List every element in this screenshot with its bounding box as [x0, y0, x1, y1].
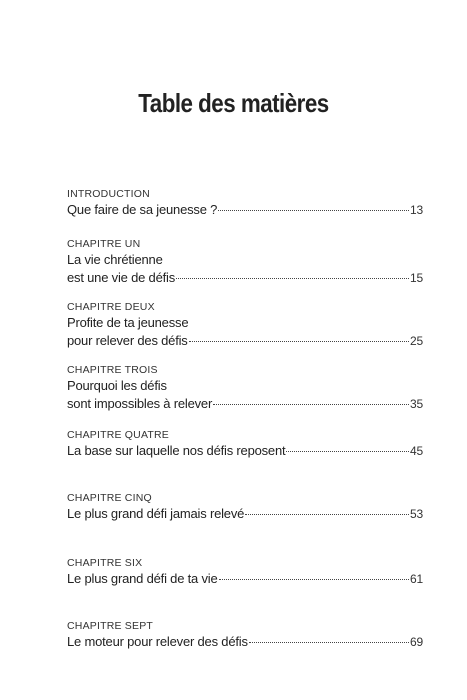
entry-title: La base sur laquelle nos défis reposent [67, 443, 286, 458]
entry-title: Le plus grand défi de ta vie [67, 571, 218, 586]
section-label: CHAPITRE UN [67, 238, 141, 250]
toc-entry-chapitre-cinq[interactable] [67, 491, 423, 556]
entry-title: Le plus grand défi jamais relevé [67, 506, 245, 521]
entry-title: pour relever des défis [67, 333, 188, 348]
dot-leader [219, 579, 410, 580]
entry-title-line [67, 201, 423, 219]
section-label: CHAPITRE TROIS [67, 364, 158, 376]
page-number: 35 [410, 397, 423, 411]
entry-title: Profite de ta jeunesse [67, 315, 189, 330]
toc-entry-introduction[interactable] [67, 187, 423, 237]
toc-entry-chapitre-quatre[interactable] [67, 428, 423, 491]
toc-entry-chapitre-six[interactable] [67, 556, 423, 619]
section-label: INTRODUCTION [67, 188, 150, 200]
section-label: CHAPITRE CINQ [67, 492, 152, 504]
page-number: 53 [410, 507, 423, 521]
dot-leader [218, 210, 409, 211]
entry-title-line [67, 633, 423, 651]
entry-title-line [67, 505, 423, 523]
entry-title-line [67, 269, 423, 287]
entry-title: La vie chrétienne [67, 252, 163, 267]
dot-leader [176, 278, 409, 279]
entry-title-line [67, 570, 423, 588]
page-title: Table des matières [138, 88, 329, 118]
dot-leader [245, 514, 409, 515]
entry-title: Pourquoi les défis [67, 378, 167, 393]
entry-title: Le moteur pour relever des défis [67, 634, 248, 649]
dot-leader [249, 642, 409, 643]
page-number: 61 [410, 572, 423, 586]
toc-entry-chapitre-trois[interactable] [67, 363, 423, 428]
entry-title: Que faire de sa jeunesse ? [67, 202, 218, 217]
page-number: 25 [410, 334, 423, 348]
entry-title: est une vie de défis [67, 270, 176, 285]
toc-entry-chapitre-deux[interactable] [67, 300, 423, 363]
toc-entry-chapitre-sept[interactable] [67, 619, 423, 682]
page-number: 13 [410, 203, 423, 217]
entry-title-line [67, 442, 423, 460]
entry-title: sont impossibles à relever [67, 396, 213, 411]
section-label: CHAPITRE DEUX [67, 301, 155, 313]
table-of-contents [67, 187, 423, 682]
toc-entry-chapitre-un[interactable] [67, 237, 423, 300]
dot-leader [189, 341, 409, 342]
entry-title-line [67, 332, 423, 350]
page-number: 45 [410, 444, 423, 458]
dot-leader [286, 451, 409, 452]
page-number: 15 [410, 271, 423, 285]
entry-title-line [67, 395, 423, 413]
section-label: CHAPITRE SIX [67, 557, 143, 569]
dot-leader [213, 404, 409, 405]
section-label: CHAPITRE SEPT [67, 620, 154, 632]
section-label: CHAPITRE QUATRE [67, 429, 169, 441]
page-number: 69 [410, 635, 423, 649]
